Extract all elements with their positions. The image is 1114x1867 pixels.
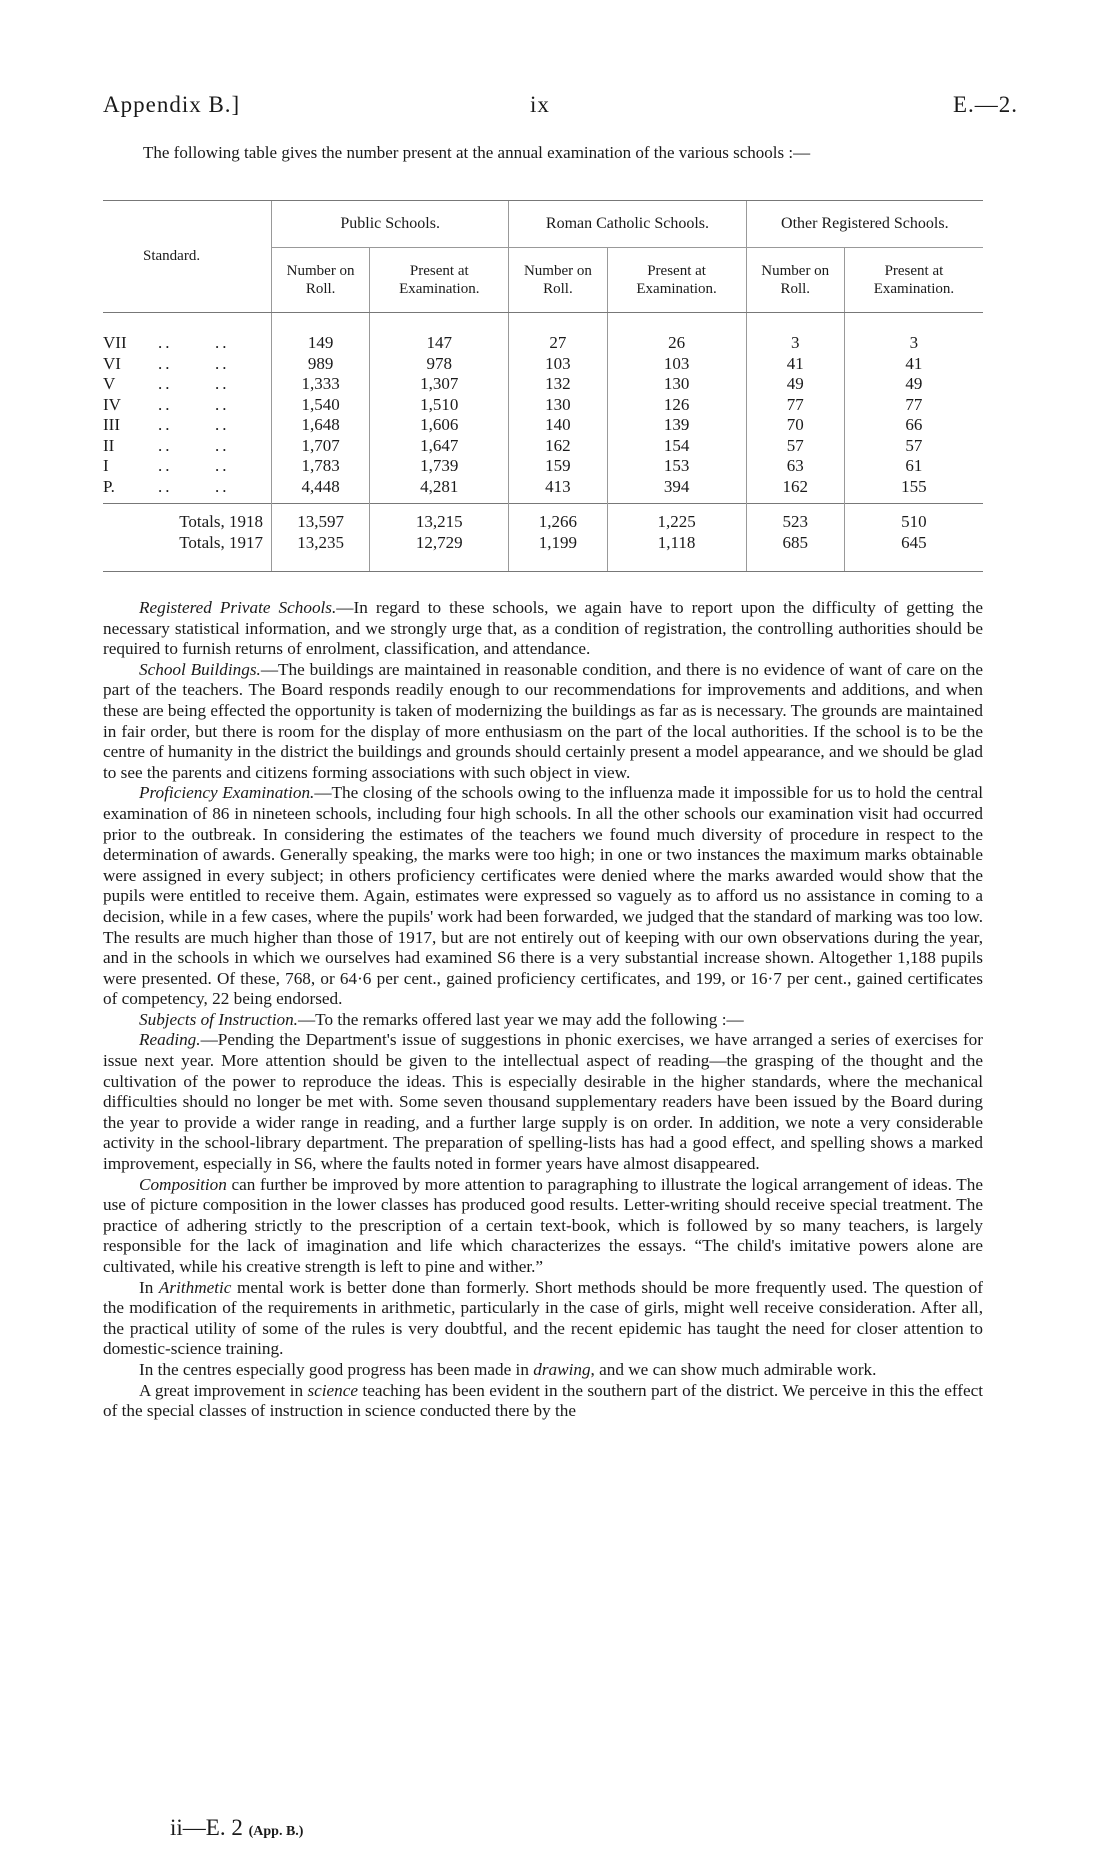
table-cell: 159 [509, 456, 607, 477]
standard-cell [103, 354, 272, 375]
table-cell: 3 [844, 313, 983, 354]
standard-label: I [103, 456, 109, 476]
totals-cell: 510 [844, 504, 983, 533]
group-roman-catholic: Roman Catholic Schools. [509, 201, 746, 248]
leader-dots: .. [158, 333, 173, 353]
paragraph-proficiency: Proficiency Examination.—The closing of the schools owing to the influenza made it impossible for us to hold the central examination of 86 in nineteen schools, including four high schools. In all the other schools our examination visit had occurred prior to the outbreak. In considering the estimates of the teachers we found much diversity of procedure in respect to the determination of awards. Generally speaking, the marks were too high; in one or two instances the maximum marks obtainable were assigned in every subject; in others proficiency certificates were denied where the marks awarded would show that the pupils were entitled to receive them. Again, estimates were expressed so vaguely as to afford us no assistance in coming to a decision, while in a few cases, where the pupils' work had been forwarded, we judged that the standard of marking was too low. The results are much higher than those of 1917, but are not entirely out of keeping with our own observations during the year, and in the schools in which we ourselves had examined S6 there is a very substantial increase shown. Altogether 1,188 pupils were presented. Of these, 768, or 64·6 per cent., gained proficiency certificates, and 199, or 16·7 per cent., gained certificates of competency, 22 being endorsed. [103, 783, 983, 1009]
standard-cell [103, 374, 272, 395]
table-cell: 162 [509, 436, 607, 457]
table-cell: 155 [844, 477, 983, 504]
table-cell: 132 [509, 374, 607, 395]
table-cell: 4,281 [370, 477, 509, 504]
table-row [103, 313, 983, 354]
table-cell: 57 [746, 436, 844, 457]
table-cell: 49 [746, 374, 844, 395]
body-text [103, 598, 983, 1422]
table-cell: 413 [509, 477, 607, 504]
paragraph-arithmetic: In Arithmetic mental work is better done than formerly. Short methods should be more frequently used. The question of the modification of the requirements in arithmetic, particularly in the case of girls, might well receive consideration. After all, the practical utility of some of the rules is very doubtful, and the recent epidemic has taught the need for closer attention to domestic-science training. [103, 1277, 983, 1359]
standard-cell [103, 415, 272, 436]
paragraph-reading: Reading.—Pending the Department's issue of suggestions in phonic exercises, we have arranged a series of exercises for issue next year. More attention should be given to the intellectual aspect of reading—the grasping of the thought and the cultivation of the power to reproduce the ideas. This is especially desirable in the higher standards, where the mechanical difficulties should no longer be met with. Some seven thousand supplementary readers have been issued by the Board during the year to provide a wider range in reading, and a further large supply is on order. In addition, we note a very considerable activity in the school-library department. The preparation of spelling-lists has had a good effect, and spelling shows a marked improvement, especially in S6, where the faults noted in former years have almost disappeared. [103, 1030, 983, 1174]
paragraph-drawing: In the centres especially good progress has been made in drawing, and we can show much admirable work. [139, 1359, 877, 1379]
standard-label: V [103, 374, 116, 394]
paragraph-title: Reading. [139, 1030, 201, 1050]
page-header [103, 92, 1018, 126]
totals-cell: 1,199 [509, 533, 607, 572]
table-row [103, 436, 983, 457]
table-row [103, 477, 983, 504]
footer-appendix: (App. B.) [248, 1824, 304, 1839]
table-cell: 1,307 [370, 374, 509, 395]
subhead-roll: Number on Roll. [746, 248, 844, 313]
header-code: E.—2. [952, 92, 1018, 117]
totals-cell: 13,215 [370, 504, 509, 533]
paragraph-title: Composition [139, 1174, 227, 1194]
leader-dots: .. [215, 456, 230, 476]
standard-header: Standard. [103, 201, 272, 313]
standard-label: II [103, 435, 115, 455]
subhead-roll: Number on Roll. [272, 248, 370, 313]
standard-cell [103, 436, 272, 457]
paragraph-title: Subjects of Instruction. [139, 1009, 298, 1029]
table-cell: 77 [746, 395, 844, 416]
leader-dots: .. [215, 333, 230, 353]
table-cell: 27 [509, 313, 607, 354]
table-cell: 103 [607, 354, 746, 375]
leader-dots: .. [158, 394, 173, 414]
table-row [103, 374, 983, 395]
totals-row [103, 504, 983, 533]
totals-row [103, 533, 983, 572]
standard-label: P. [103, 476, 115, 496]
standard-label: III [103, 415, 120, 435]
table-row [103, 395, 983, 416]
table-cell: 41 [844, 354, 983, 375]
table-cell: 1,648 [272, 415, 370, 436]
leader-dots: .. [158, 476, 173, 496]
table-cell: 3 [746, 313, 844, 354]
table-cell: 61 [844, 456, 983, 477]
table-cell: 103 [509, 354, 607, 375]
table-cell: 1,333 [272, 374, 370, 395]
leader-dots: .. [215, 435, 230, 455]
totals-cell: 12,729 [370, 533, 509, 572]
leader-dots: .. [158, 415, 173, 435]
table-cell: 130 [607, 374, 746, 395]
leader-dots: .. [158, 456, 173, 476]
totals-label: Totals, 1918 [103, 504, 272, 533]
table-cell: 1,783 [272, 456, 370, 477]
table-cell: 26 [607, 313, 746, 354]
leader-dots: .. [215, 415, 230, 435]
table-cell: 1,606 [370, 415, 509, 436]
leader-dots: .. [158, 374, 173, 394]
table-cell: 154 [607, 436, 746, 457]
table-cell: 130 [509, 395, 607, 416]
table-cell: 989 [272, 354, 370, 375]
table-cell: 1,707 [272, 436, 370, 457]
subhead-present: Present at Examination. [607, 248, 746, 313]
standard-cell [103, 313, 272, 354]
table-cell: 41 [746, 354, 844, 375]
totals-cell: 523 [746, 504, 844, 533]
table-row [103, 456, 983, 477]
page-footer [170, 1815, 303, 1841]
table-cell: 394 [607, 477, 746, 504]
leader-dots: .. [158, 435, 173, 455]
totals-cell: 645 [844, 533, 983, 572]
intro-text: The following table gives the number present at the annual examination of the various schools :— [143, 143, 811, 162]
table-cell: 49 [844, 374, 983, 395]
totals-cell: 685 [746, 533, 844, 572]
table-cell: 978 [370, 354, 509, 375]
paragraph-title: Registered Private Schools. [139, 598, 337, 617]
table-cell: 147 [370, 313, 509, 354]
table-cell: 4,448 [272, 477, 370, 504]
table-cell: 1,739 [370, 456, 509, 477]
table-cell: 63 [746, 456, 844, 477]
table-cell: 140 [509, 415, 607, 436]
header-page-number: ix [530, 92, 550, 117]
leader-dots: .. [215, 374, 230, 394]
table-cell: 149 [272, 313, 370, 354]
footer-signature: ii—E. 2 [170, 1815, 243, 1840]
table-cell: 70 [746, 415, 844, 436]
group-other-registered: Other Registered Schools. [746, 201, 983, 248]
header-appendix: Appendix B.] [103, 92, 241, 117]
totals-cell: 13,597 [272, 504, 370, 533]
table-cell: 57 [844, 436, 983, 457]
paragraph-title: School Buildings. [139, 659, 261, 679]
paragraph-title: science [307, 1380, 359, 1400]
table-cell: 1,540 [272, 395, 370, 416]
table-cell: 139 [607, 415, 746, 436]
table-cell: 126 [607, 395, 746, 416]
table-row [103, 415, 983, 436]
paragraph-subjects: Subjects of Instruction.—To the remarks offered last year we may add the following :— [139, 1009, 744, 1029]
standard-label: IV [103, 394, 121, 414]
standard-label: VII [103, 333, 127, 353]
standard-cell [103, 395, 272, 416]
leader-dots: .. [215, 394, 230, 414]
paragraph-title: drawing [533, 1359, 591, 1379]
standard-cell [103, 477, 272, 504]
standard-label: VI [103, 353, 121, 373]
table-cell: 153 [607, 456, 746, 477]
totals-label: Totals, 1917 [103, 533, 272, 572]
paragraph-title: Arithmetic [158, 1277, 232, 1297]
totals-cell: 13,235 [272, 533, 370, 572]
leader-dots: .. [215, 476, 230, 496]
paragraph-title: Proficiency Examination. [139, 783, 315, 803]
attendance-table [103, 200, 983, 572]
group-public: Public Schools. [272, 201, 509, 248]
paragraph-science: A great improvement in science teaching has been evident in the southern part of the district. We perceive in this the effect of the special classes of instruction in science conducted there by the [103, 1380, 983, 1421]
subhead-roll: Number on Roll. [509, 248, 607, 313]
paragraph-registered-private: Registered Private Schools.—In regard to these schools, we again have to report upon the difficulty of getting the necessary statistical information, and we strongly urge that, as a condition of registration, the controlling authorities should be required to furnish returns of enrolment, classification, and attendance. [103, 598, 983, 659]
table-cell: 77 [844, 395, 983, 416]
paragraph-composition: Composition can further be improved by more attention to paragraphing to illustrate the logical arrangement of ideas. The use of picture composition in the lower classes has produced good results. Letter-writing should receive special treatment. The practice of adhering strictly to the prescription of a certain text-book, which is followed by so many teachers, is largely responsible for the lack of imagination and life which characterizes the essays. “The child's imitative powers alone are cultivated, while his creative strength is left to pine and wither.” [103, 1174, 983, 1276]
subhead-present: Present at Examination. [370, 248, 509, 313]
leader-dots: .. [215, 353, 230, 373]
table-row [103, 354, 983, 375]
paragraph-school-buildings: School Buildings.—The buildings are maintained in reasonable condition, and there is no evidence of want of care on the part of the teachers. The Board responds readily enough to our recommendations for improvements and additions, and when these are being effected the opportunity is taken of modernizing the buildings as far as is necessary. The grounds are maintained in fair order, but there is room for the display of more enthusiasm on the part of the local authorities. If the school is to be the centre of humanity in the district the buildings and grounds should certainly present a model appearance, and we should be glad to see the parents and citizens forming associations with such object in view. [103, 659, 983, 782]
table-cell: 1,510 [370, 395, 509, 416]
standard-cell [103, 456, 272, 477]
table-cell: 66 [844, 415, 983, 436]
table-cell: 1,647 [370, 436, 509, 457]
totals-cell: 1,266 [509, 504, 607, 533]
subhead-present: Present at Examination. [844, 248, 983, 313]
leader-dots: .. [158, 353, 173, 373]
totals-cell: 1,118 [607, 533, 746, 572]
totals-cell: 1,225 [607, 504, 746, 533]
table-cell: 162 [746, 477, 844, 504]
